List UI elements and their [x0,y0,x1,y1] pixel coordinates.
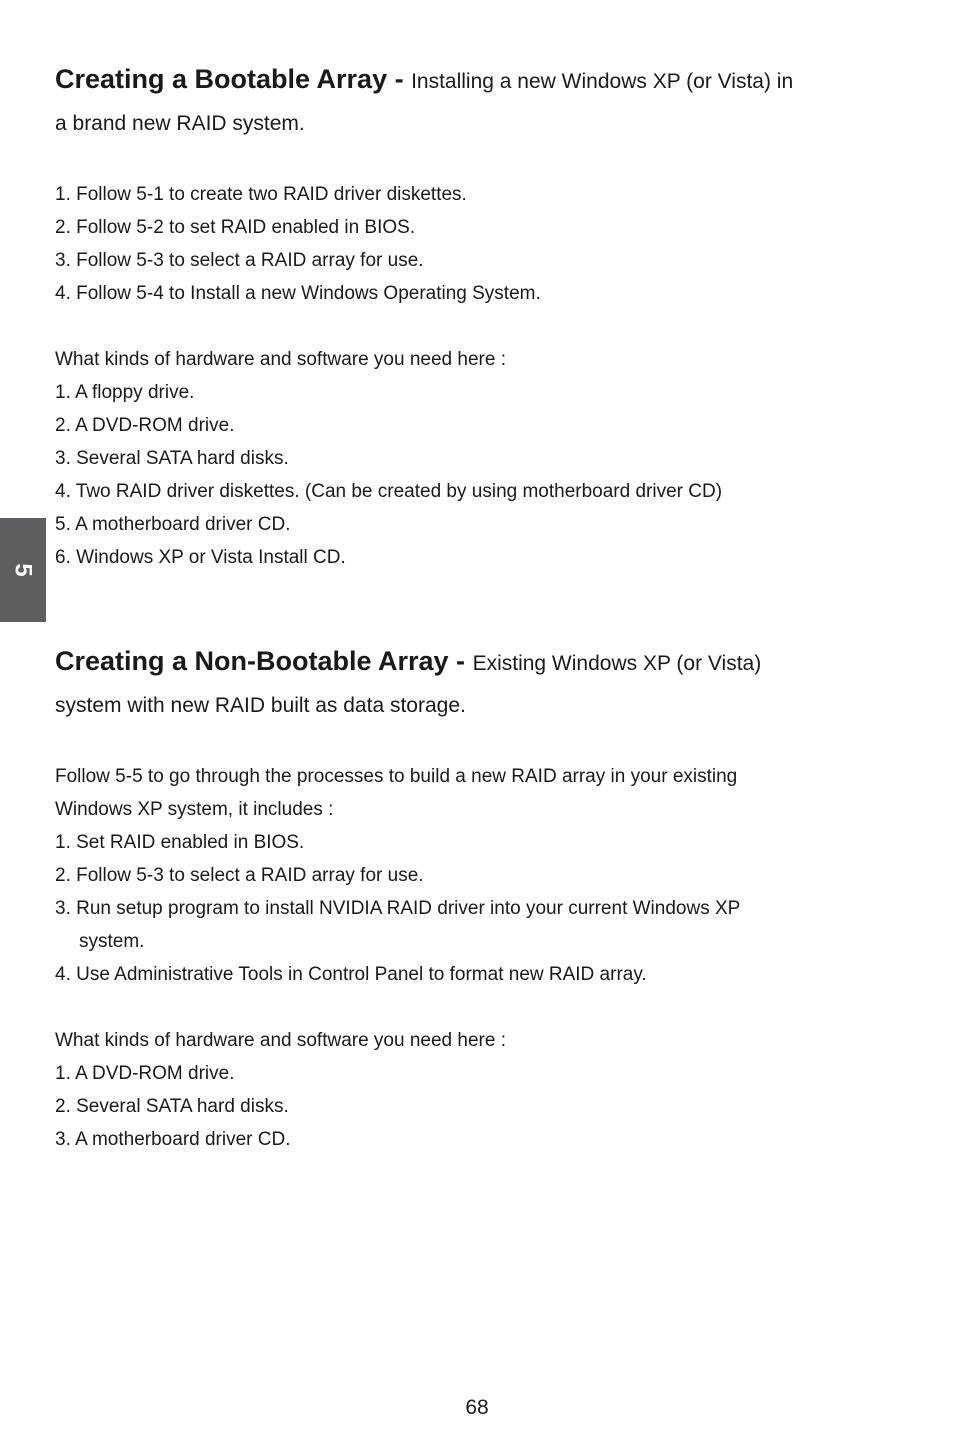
page-number: 68 [465,1396,489,1419]
list-item: 6. Windows XP or Vista Install CD. [55,547,346,568]
bootable-steps-list [55,178,900,310]
section-heading-bootable [55,58,900,145]
list-item: 3. Several SATA hard disks. [55,448,289,469]
list-item: 4. Follow 5-4 to Install a new Windows Operating System. [55,283,541,304]
section-subtitle-bootable-line1: Installing a new Windows XP (or Vista) in [411,70,794,93]
page-content [55,58,900,1156]
non-bootable-steps-list [55,760,900,991]
list-item: 1. Follow 5-1 to create two RAID driver diskettes. [55,184,467,205]
section-subtitle-bootable-line2: a brand new RAID system. [55,112,305,135]
section-subtitle-non-bootable-line2: system with new RAID built as data storage. [55,694,466,717]
list-item: 2. Several SATA hard disks. [55,1096,289,1117]
section-title-non-bootable: Creating a Non-Bootable Array - [55,646,473,676]
list-item-continuation: system. [79,931,145,952]
list-item: 3. Follow 5-3 to select a RAID array for use. [55,250,424,271]
intro-line: Follow 5-5 to go through the processes to build a new RAID array in your existing [55,766,738,787]
list-item: 1. A floppy drive. [55,382,195,403]
list-item: 3. Run setup program to install NVIDIA RAID driver into your current Windows XP [55,898,741,919]
list-item: 4. Two RAID driver diskettes. (Can be created by using motherboard driver CD) [55,481,723,502]
section-non-bootable-array [55,640,900,1156]
list-item: 1. A DVD-ROM drive. [55,1063,235,1084]
chapter-number: 5 [9,563,37,577]
list-item: 1. Set RAID enabled in BIOS. [55,832,305,853]
list-item: 2. Follow 5-3 to select a RAID array for use. [55,865,424,886]
section-heading-non-bootable [55,640,900,727]
chapter-tab [0,518,46,622]
needs-intro: What kinds of hardware and software you need here : [55,1030,506,1051]
section-subtitle-non-bootable-line1: Existing Windows XP (or Vista) [472,652,762,675]
section-bootable-array [55,58,900,574]
intro-line: Windows XP system, it includes : [55,799,334,820]
section-title-bootable: Creating a Bootable Array - [55,64,412,94]
list-item: 2. Follow 5-2 to set RAID enabled in BIOS. [55,217,416,238]
bootable-needs-list [55,343,900,574]
list-item: 4. Use Administrative Tools in Control Panel to format new RAID array. [55,964,647,985]
non-bootable-needs-list [55,1024,900,1156]
list-item: 5. A motherboard driver CD. [55,514,291,535]
list-item: 3. A motherboard driver CD. [55,1129,291,1150]
needs-intro: What kinds of hardware and software you need here : [55,349,506,370]
list-item: 2. A DVD-ROM drive. [55,415,235,436]
